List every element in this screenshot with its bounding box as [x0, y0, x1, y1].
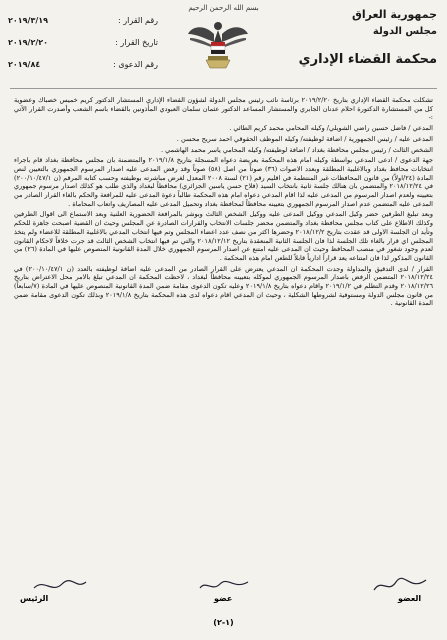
- header-divider: [10, 88, 437, 89]
- decision-paragraph: القرار / لدى التدقيق والمداولة وجدت المحكمة ان المدعي يعترض على القرار الصادر من المدعى عليه اضافة لوظيفته بالعدد (ن ٢٠٠/١٠/٤٧/١) في ٢٠١٨/١٢/٢٤ المتضمن الرفض باصدار المرسوم الجمهوري لموكله بتعيينه محافظاً لبغداد ، لاحظت المحكمة ان المدعي تبلغ بالامر محل الاعتراض بتاريخ ٢٠١٨/١٢/٢٦ وقدم التظلم في ٢٠١٩/١/٢ واقام دعواه بتاريخ ٢٠١٩/١/٨ وعليه تكون الدعوى مقامة ضمن المدة القانونية المنصوص عليها في المادة (٧/سابعاً) من قانون مجلس الدولة ومستوفية لشروطها الشكلية ، وحيث ان المدعي اقام دعواه لدى هذه المحكمة بتاريخ ٢٠١٩/١/٨ وبذلك تكون الدعوى مقامة ضمن المدة القانونية .: [14, 264, 433, 308]
- signature-scribble-left: [30, 576, 90, 596]
- decision-number-label: رقم القرار :: [118, 16, 158, 25]
- proceedings-paragraph: وبعد تبليغ الطرفين حضر وكيل المدعي ووكيل المدعى عليه ووكيل الشخص الثالث وبوشر بالمرافعة الحضورية العلنية وبعد الاستماع الى اقوال الطرفين وكذلك الاطلاع على كتاب مجلس محافظة بغداد والمتضمن محضر جلسات الانتخاب والقرارات الصادرة عن المجلس وحيث ان القضية اصبحت جاهزة للحكم وتأيد ان الجلسة الاولى قد عقدت بتاريخ ٢٠١٨/١٢/٢ وحضرها اكثر من نصف عدد اعضاء المجلس وتم فيها انتخاب المدعي بالاغلبية المطلقة للاعضاء ولم يتخذ المجلس اي قرار بالغاء تلك الجلسة لذا فان الجلسة الثانية المنعقدة بتاريخ ٢٠١٨/١٢/١٢ والتي تم فيها انتخاب الشخص الثالث قد جرت خلافاً لاحكام القانون لعدم وجود شغور في منصب المحافظ وحيث ان المدعى عليه امتنع عن اصدار المرسوم الجمهوري خلال المدة القانونية المنصوص عليها في المادة (٢٦) من القانون المذكور لذا فان امتناعه يعد قراراً ادارياً قابلاً للطعن امام هذه المحكمة .: [14, 210, 433, 262]
- signature-scribble-middle: [196, 574, 252, 596]
- claim-paragraph: جهة الدعوى / ادعى المدعي بواسطة وكيله امام هذه المحكمة بعريضة دعواه المسجلة بتاريخ ٢٠١٩/١/٨ والمتضمنة بان مجلس محافظة بغداد قام باجراء انتخابات محافظ بغداد وبالاغلبية المطلقة وبعدد الاصوات (٣٦) صوتاً من اصل (٥٨) صوتاً وقد رفض المدعى عليه اصدار المرسوم الجمهوري بالتعيين لنص المادة (٢٤/اولاً) من قانون المحافظات غير المنتظمة في اقليم رقم (٢١) لسنة ٢٠٠٨ المعدل لغرض مباشرته بوظيفته وحسب كتابه المرقم (ن ٢٠٠/١٠/٤٧/١) في ٢٠١٨/١٢/٢٤ والمتضمن بان هنالك جلسة ثانية بانتخاب السيد (فلاح حسن ياسين الجزائري) محافظاً لبغداد والذي طلب هو كذلك اصدار مرسوم جمهوري بتعيينه ولعدم اصدار المرسوم من المدعى عليه لذا اقام المدعي دعواه امام هذه المحكمة طالباً دعوة المدعى عليه للمرافعة والحكم بالغاء القرار الصادر من المدعى عليه المتضمن عدم اصدار المرسوم الجمهوري بتعيينه محافظاً لمحافظة بغداد وتحميل المدعى عليه المصاريف واتعاب المحاماة .: [14, 156, 433, 208]
- member-signature-label-right: العضو: [398, 594, 422, 603]
- case-number-row: [8, 60, 158, 69]
- signature-scribble-right: [370, 574, 430, 596]
- decision-number-value: ٢٠١٩/٣/١٩: [8, 16, 49, 25]
- intro-paragraph: تشكلت محكمة القضاء الإداري بتاريخ ٢٠١٩/٢/٢٠ برئاسة نائب رئيس مجلس الدولة لشؤون القضاء الإداري المستشار الدكتور كريم خميس خصباك وعضوية كل من المستشارة الدكتورة احلام عدنان الجابري والمستشار المساعد الدكتور عثمان سلمان العبودي المأذونين بالقضاء باسم الشعب وأصدرت القرار الآتي :-: [14, 96, 433, 122]
- president-signature-label: الرئيس: [20, 594, 49, 603]
- decision-date-row: [8, 38, 158, 47]
- case-number-label: رقم الدعوى :: [113, 60, 158, 69]
- page-number: (١-٢): [213, 618, 234, 627]
- country-name: جمهورية العراق: [352, 8, 437, 21]
- iraq-emblem-icon: [184, 12, 252, 74]
- defendant-paragraph: المدعى عليه / رئيس الجمهورية / اضافة لوظيفته/ وكيله الموظف الحقوقي احمد سريح محسن .: [176, 134, 433, 143]
- member-signature-label-middle: عضو: [214, 594, 233, 603]
- council-name: مجلس الدولة: [372, 26, 437, 37]
- judgment-body: [14, 96, 433, 310]
- basmala: بسم الله الرحمن الرحيم: [188, 4, 259, 12]
- decision-number-row: [8, 16, 158, 25]
- court-name: محكمة القضاء الإداري: [298, 52, 437, 67]
- case-number-value: ٢٠١٩/٨٤: [8, 60, 41, 69]
- decision-date-label: تاريخ القرار :: [115, 38, 158, 47]
- third-party-paragraph: الشخص الثالث / رئيس مجلس محافظة بغداد / اضافة لوظيفته/ وكيله المحامي ياسر محمد الهاشمي .: [161, 145, 433, 154]
- plaintiff-paragraph: المدعي / فاضل حسين راضي الشويلي/ وكيله المحامي محمد كريم الطائي .: [229, 124, 433, 133]
- decision-date-value: ٢٠١٩/٢/٢٠: [8, 38, 49, 47]
